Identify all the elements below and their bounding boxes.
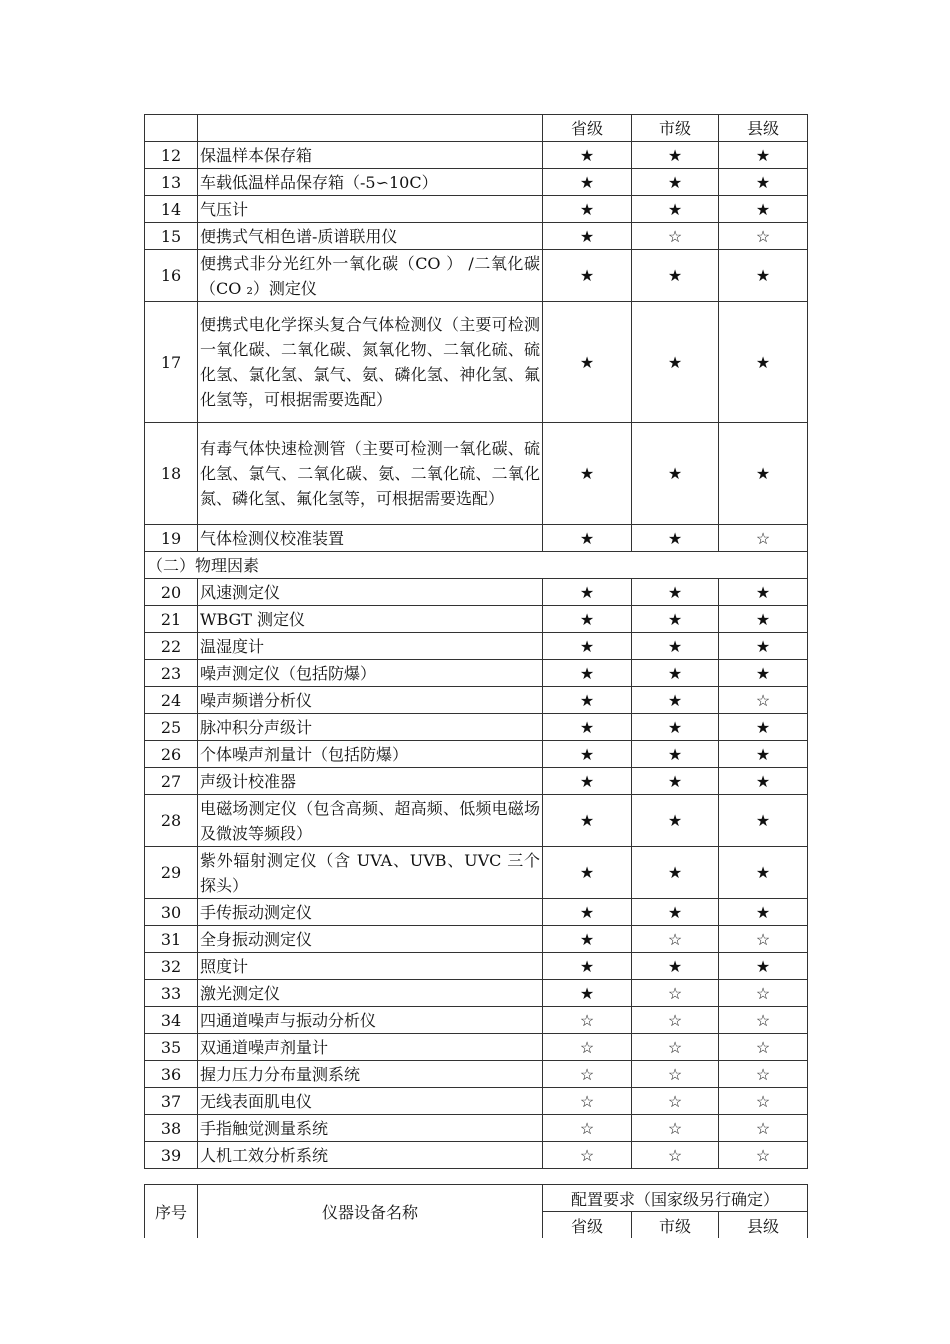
mark-county: ★ xyxy=(719,768,808,795)
table-row xyxy=(145,768,808,795)
equipment-name: 无线表面肌电仪 xyxy=(198,1088,543,1115)
mark-province: ★ xyxy=(543,795,632,847)
mark-province: ☆ xyxy=(543,1061,632,1088)
equipment-name: 保温样本保存箱 xyxy=(198,142,543,169)
mark-city: ★ xyxy=(632,795,719,847)
row-number: 33 xyxy=(145,980,198,1007)
mark-city: ★ xyxy=(632,196,719,223)
mark-city: ☆ xyxy=(632,926,719,953)
mark-city: ☆ xyxy=(632,1088,719,1115)
equipment-name: 人机工效分析系统 xyxy=(198,1142,543,1169)
equipment-table xyxy=(144,114,808,1169)
row-number: 24 xyxy=(145,687,198,714)
row-number: 22 xyxy=(145,633,198,660)
equipment-name: 有毒气体快速检测管（主要可检测一氧化碳、硫化氢、氯气、二氧化碳、氨、二氧化硫、二氧化氮、磷化氢、氟化氢等，可根据需要选配） xyxy=(198,423,543,525)
footer-col-config: 配置要求（国家级另行确定） xyxy=(543,1185,808,1212)
equipment-name: 四通道噪声与振动分析仪 xyxy=(198,1007,543,1034)
mark-city: ★ xyxy=(632,525,719,552)
mark-city: ☆ xyxy=(632,1007,719,1034)
mark-province: ☆ xyxy=(543,1115,632,1142)
mark-province: ★ xyxy=(543,302,632,423)
mark-city: ★ xyxy=(632,423,719,525)
mark-city: ★ xyxy=(632,687,719,714)
mark-province: ★ xyxy=(543,847,632,899)
row-number: 20 xyxy=(145,579,198,606)
mark-province: ★ xyxy=(543,660,632,687)
mark-city: ★ xyxy=(632,953,719,980)
mark-province: ☆ xyxy=(543,1142,632,1169)
header-blank-num xyxy=(145,115,198,142)
equipment-name: 手传振动测定仪 xyxy=(198,899,543,926)
footer-level-province: 省级 xyxy=(543,1212,632,1239)
mark-city: ★ xyxy=(632,741,719,768)
table-row xyxy=(145,169,808,196)
equipment-name: 握力压力分布量测系统 xyxy=(198,1061,543,1088)
equipment-name: 温湿度计 xyxy=(198,633,543,660)
mark-province: ★ xyxy=(543,926,632,953)
mark-county: ★ xyxy=(719,302,808,423)
row-number: 25 xyxy=(145,714,198,741)
mark-province: ★ xyxy=(543,579,632,606)
footer-level-county: 县级 xyxy=(719,1212,808,1239)
table-row xyxy=(145,926,808,953)
equipment-name: 风速测定仪 xyxy=(198,579,543,606)
equipment-name: 声级计校准器 xyxy=(198,768,543,795)
row-number: 17 xyxy=(145,302,198,423)
table-row xyxy=(145,1061,808,1088)
mark-province: ★ xyxy=(543,633,632,660)
table-row xyxy=(145,847,808,899)
mark-county: ★ xyxy=(719,633,808,660)
mark-province: ★ xyxy=(543,687,632,714)
equipment-name: 全身振动测定仪 xyxy=(198,926,543,953)
row-number: 16 xyxy=(145,250,198,302)
table-row xyxy=(145,579,808,606)
mark-city: ★ xyxy=(632,606,719,633)
mark-county: ★ xyxy=(719,196,808,223)
mark-county: ☆ xyxy=(719,1061,808,1088)
mark-city: ★ xyxy=(632,302,719,423)
mark-province: ★ xyxy=(543,606,632,633)
mark-province: ★ xyxy=(543,525,632,552)
mark-city: ★ xyxy=(632,847,719,899)
row-number: 14 xyxy=(145,196,198,223)
mark-county: ★ xyxy=(719,660,808,687)
header-county: 县级 xyxy=(719,115,808,142)
mark-city: ★ xyxy=(632,714,719,741)
row-number: 35 xyxy=(145,1034,198,1061)
header-row xyxy=(145,115,808,142)
row-number: 28 xyxy=(145,795,198,847)
mark-county: ☆ xyxy=(719,926,808,953)
header-province: 省级 xyxy=(543,115,632,142)
mark-province: ☆ xyxy=(543,1007,632,1034)
mark-county: ★ xyxy=(719,847,808,899)
row-number: 26 xyxy=(145,741,198,768)
row-number: 15 xyxy=(145,223,198,250)
mark-county: ☆ xyxy=(719,1142,808,1169)
mark-province: ☆ xyxy=(543,1088,632,1115)
row-number: 27 xyxy=(145,768,198,795)
footer-col-num: 序号 xyxy=(145,1185,198,1239)
mark-city: ☆ xyxy=(632,980,719,1007)
header-city: 市级 xyxy=(632,115,719,142)
equipment-name: 噪声频谱分析仪 xyxy=(198,687,543,714)
table-row xyxy=(145,1007,808,1034)
row-number: 39 xyxy=(145,1142,198,1169)
mark-county: ☆ xyxy=(719,1115,808,1142)
mark-county: ★ xyxy=(719,169,808,196)
equipment-name: 气压计 xyxy=(198,196,543,223)
row-number: 12 xyxy=(145,142,198,169)
table-row xyxy=(145,1088,808,1115)
mark-city: ★ xyxy=(632,768,719,795)
mark-province: ★ xyxy=(543,980,632,1007)
row-number: 38 xyxy=(145,1115,198,1142)
mark-city: ☆ xyxy=(632,1115,719,1142)
equipment-name: 手指触觉测量系统 xyxy=(198,1115,543,1142)
mark-city: ★ xyxy=(632,899,719,926)
row-number: 34 xyxy=(145,1007,198,1034)
table-row xyxy=(145,606,808,633)
mark-province: ★ xyxy=(543,169,632,196)
mark-province: ★ xyxy=(543,223,632,250)
row-number: 36 xyxy=(145,1061,198,1088)
mark-city: ☆ xyxy=(632,1142,719,1169)
equipment-name: 激光测定仪 xyxy=(198,980,543,1007)
table-row xyxy=(145,142,808,169)
equipment-name: 双通道噪声剂量计 xyxy=(198,1034,543,1061)
equipment-name: 便携式气相色谱-质谱联用仪 xyxy=(198,223,543,250)
footer-header-table xyxy=(144,1184,808,1238)
mark-city: ★ xyxy=(632,169,719,196)
equipment-name: 照度计 xyxy=(198,953,543,980)
table-row xyxy=(145,525,808,552)
mark-city: ★ xyxy=(632,660,719,687)
table-row xyxy=(145,633,808,660)
header-blank-name xyxy=(198,115,543,142)
row-number: 37 xyxy=(145,1088,198,1115)
mark-county: ★ xyxy=(719,953,808,980)
row-number: 23 xyxy=(145,660,198,687)
mark-county: ★ xyxy=(719,250,808,302)
mark-city: ★ xyxy=(632,579,719,606)
table-row xyxy=(145,741,808,768)
equipment-name: WBGT 测定仪 xyxy=(198,606,543,633)
row-number: 13 xyxy=(145,169,198,196)
row-number: 29 xyxy=(145,847,198,899)
section-row xyxy=(145,552,808,579)
table-row xyxy=(145,714,808,741)
equipment-name: 紫外辐射测定仪（含 UVA、UVB、UVC 三个探头） xyxy=(198,847,543,899)
mark-city: ☆ xyxy=(632,1061,719,1088)
mark-county: ★ xyxy=(719,423,808,525)
equipment-name: 车载低温样品保存箱（-5∽10C） xyxy=(198,169,543,196)
equipment-name: 个体噪声剂量计（包括防爆） xyxy=(198,741,543,768)
mark-city: ★ xyxy=(632,633,719,660)
equipment-name: 脉冲积分声级计 xyxy=(198,714,543,741)
mark-province: ★ xyxy=(543,953,632,980)
table-row xyxy=(145,953,808,980)
table-row xyxy=(145,223,808,250)
mark-county: ☆ xyxy=(719,1034,808,1061)
mark-province: ★ xyxy=(543,196,632,223)
footer-level-city: 市级 xyxy=(632,1212,719,1239)
mark-province: ★ xyxy=(543,714,632,741)
mark-county: ☆ xyxy=(719,1007,808,1034)
table-row xyxy=(145,980,808,1007)
equipment-name: 气体检测仪校准装置 xyxy=(198,525,543,552)
section-title: （二）物理因素 xyxy=(145,552,808,579)
mark-province: ☆ xyxy=(543,1034,632,1061)
table-row xyxy=(145,795,808,847)
table-row xyxy=(145,250,808,302)
row-number: 31 xyxy=(145,926,198,953)
mark-province: ★ xyxy=(543,142,632,169)
table-row xyxy=(145,660,808,687)
mark-city: ★ xyxy=(632,142,719,169)
row-number: 18 xyxy=(145,423,198,525)
equipment-name: 便携式电化学探头复合气体检测仪（主要可检测一氧化碳、二氧化碳、氮氧化物、二氧化硫、硫化氢、氯化氢、氯气、氨、磷化氢、神化氢、氟化氢等，可根据需要选配） xyxy=(198,302,543,423)
row-number: 19 xyxy=(145,525,198,552)
mark-province: ★ xyxy=(543,250,632,302)
mark-county: ★ xyxy=(719,741,808,768)
mark-province: ★ xyxy=(543,741,632,768)
mark-county: ☆ xyxy=(719,1088,808,1115)
table-row xyxy=(145,687,808,714)
mark-county: ★ xyxy=(719,795,808,847)
row-number: 30 xyxy=(145,899,198,926)
table-row xyxy=(145,1142,808,1169)
table-row xyxy=(145,423,808,525)
footer-col-name: 仪器设备名称 xyxy=(198,1185,543,1239)
mark-county: ★ xyxy=(719,899,808,926)
row-number: 21 xyxy=(145,606,198,633)
mark-province: ★ xyxy=(543,768,632,795)
mark-county: ★ xyxy=(719,579,808,606)
table-row xyxy=(145,1115,808,1142)
mark-county: ☆ xyxy=(719,223,808,250)
mark-county: ☆ xyxy=(719,687,808,714)
mark-city: ☆ xyxy=(632,1034,719,1061)
mark-county: ☆ xyxy=(719,525,808,552)
mark-province: ★ xyxy=(543,899,632,926)
table-row xyxy=(145,899,808,926)
mark-city: ★ xyxy=(632,250,719,302)
row-number: 32 xyxy=(145,953,198,980)
table-row xyxy=(145,1034,808,1061)
table-row xyxy=(145,302,808,423)
equipment-name: 便携式非分光红外一氧化碳（CO ） /二氧化碳（CO ₂）测定仪 xyxy=(198,250,543,302)
mark-county: ★ xyxy=(719,714,808,741)
equipment-name: 噪声测定仪（包括防爆） xyxy=(198,660,543,687)
mark-county: ☆ xyxy=(719,980,808,1007)
equipment-name: 电磁场测定仪（包含高频、超高频、低频电磁场及微波等频段） xyxy=(198,795,543,847)
mark-county: ★ xyxy=(719,606,808,633)
footer-clip xyxy=(0,1184,950,1238)
table-row xyxy=(145,196,808,223)
mark-county: ★ xyxy=(719,142,808,169)
mark-city: ☆ xyxy=(632,223,719,250)
mark-province: ★ xyxy=(543,423,632,525)
